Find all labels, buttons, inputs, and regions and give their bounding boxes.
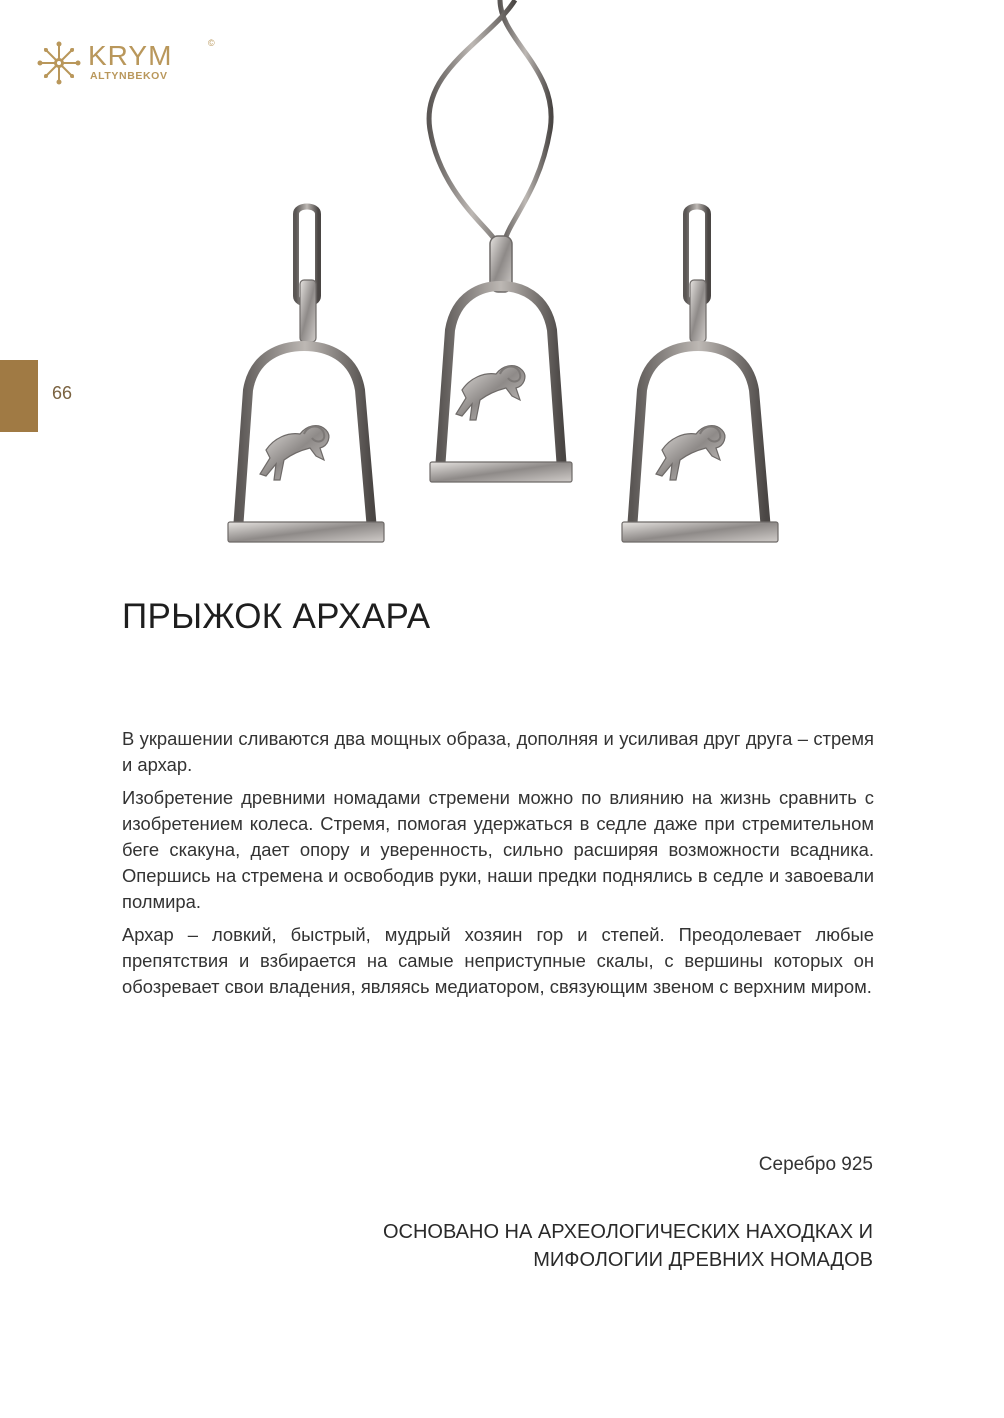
description-paragraph: Изобретение древними номадами стремени можно по влиянию на жизнь сравнить с изобретением колеса. Стремя, помогая удержаться в седле даже при стремительном беге скакуна, дает опору и уверенность, сильно расширяя возможности всадника. Опершись на стремена и освободив руки, наши предки поднялись в седле и завоевали полмира.: [122, 787, 874, 912]
sunburst-logo-icon: [36, 40, 82, 86]
copyright-mark: ©: [208, 38, 215, 48]
product-description: [122, 726, 874, 1007]
origin-note: [313, 1218, 873, 1274]
product-title: ПРЫЖОК АРХАРА: [122, 597, 431, 636]
jewelry-set-image: [200, 0, 820, 560]
brand-subname: ALTYNBEKOV: [90, 70, 168, 82]
brand-name: KRYM: [88, 40, 173, 71]
description-paragraph: Архар – ловкий, быстрый, мудрый хозяин гор и степей. Преодолевает любые препятствия и взбирается на самые неприступные скалы, с вершины которых он обозревает свои владения, являясь медиатором, связующим звеном с верхним миром.: [122, 924, 874, 997]
page-number: 66: [52, 383, 73, 403]
material-label: Серебро 925: [758, 1154, 873, 1175]
description-paragraph: В украшении сливаются два мощных образа, дополняя и усиливая друг друга – стремя и архар.: [122, 728, 874, 775]
page-tab: [0, 360, 38, 432]
brand-logo: [36, 38, 215, 88]
origin-note-line: МИФОЛОГИИ ДРЕВНИХ НОМАДОВ: [533, 1249, 873, 1271]
origin-note-line: ОСНОВАНО НА АРХЕОЛОГИЧЕСКИХ НАХОДКАХ И: [382, 1221, 873, 1243]
